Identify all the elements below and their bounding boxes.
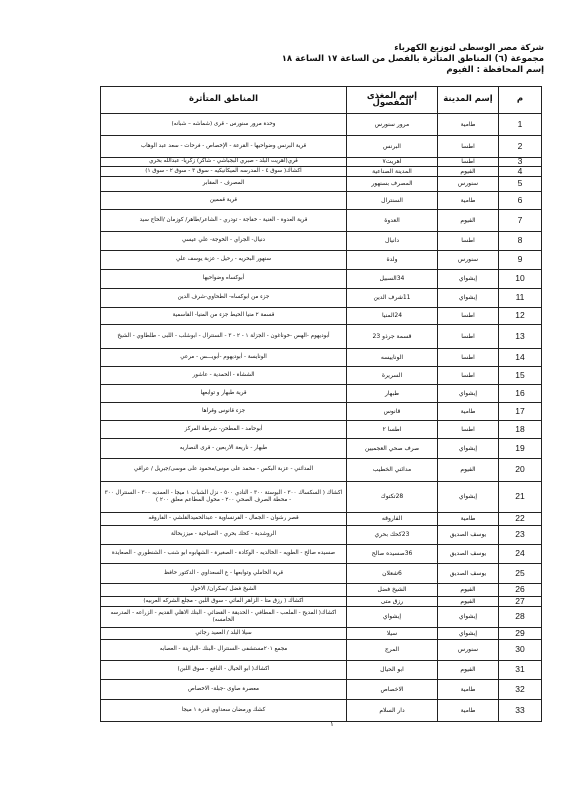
- cell-city: الفيوم: [438, 459, 499, 482]
- table-row: [101, 403, 542, 421]
- cell-areas: قرية طبهار و توابعها: [101, 385, 347, 403]
- cell-city: إبشواي: [438, 628, 499, 640]
- cell-areas: قرية العدوة - الغنية - خفاجة - تودري - الشاعر/طاهر/ كوزمان /الحاج سيد: [101, 210, 347, 232]
- cell-num: 16: [499, 385, 542, 403]
- cell-num: 18: [499, 421, 542, 439]
- cell-feeder: دانيال: [347, 232, 438, 251]
- cell-num: 4: [499, 167, 542, 177]
- table-row: [101, 597, 542, 607]
- cell-num: 30: [499, 640, 542, 661]
- cell-feeder: اطسا ٢: [347, 421, 438, 439]
- table-row: [101, 270, 542, 289]
- cell-city: الفيوم: [438, 167, 499, 177]
- cell-areas: المدائني - عزبة البكس - محمد على موس/محمود على موسى/جبريل / عراقي: [101, 459, 347, 482]
- cell-num: 20: [499, 459, 542, 482]
- cell-num: 14: [499, 349, 542, 367]
- table-row: [101, 439, 542, 459]
- affected-areas-table: [100, 86, 542, 722]
- cell-feeder: طبهار: [347, 385, 438, 403]
- cell-num: 9: [499, 251, 542, 270]
- cell-num: 5: [499, 177, 542, 192]
- cell-areas: قصر رشوان - الجمال - الفرنساوية - عبدالحميدالقلشي - الفاروقه: [101, 513, 347, 526]
- cell-num: 24: [499, 545, 542, 564]
- table-row: [101, 482, 542, 513]
- cell-city: إبشواي: [438, 270, 499, 289]
- cell-feeder: الاخصاص: [347, 680, 438, 700]
- cell-feeder: 24المنيا: [347, 308, 438, 325]
- cell-areas: المصرف - المقابر: [101, 177, 347, 192]
- cell-num: 15: [499, 367, 542, 385]
- cell-city: الفيوم: [438, 584, 499, 597]
- cell-areas: دنيال- الجراي - الخوجة- علي عيسي: [101, 232, 347, 251]
- cell-feeder: 23كحك بحري: [347, 526, 438, 545]
- cell-feeder: مرور سنورس: [347, 114, 438, 136]
- cell-city: اطسا: [438, 232, 499, 251]
- cell-city: اطسا: [438, 325, 499, 349]
- cell-city: اطسا: [438, 421, 499, 439]
- company-name: شركة مصر الوسطى لتوزيع الكهرباء: [394, 43, 544, 53]
- cell-city: الفيوم: [438, 210, 499, 232]
- cell-areas: قرية البرنس وضواحيها - القرعة - الإخصاص - فرحات - سعد عبد الوهاب: [101, 136, 347, 158]
- cell-num: 25: [499, 564, 542, 584]
- table-row: [101, 325, 542, 349]
- cell-city: سنورس: [438, 177, 499, 192]
- cell-areas: طبهار - ناريعة الاربعين - قرى النصاريه: [101, 439, 347, 459]
- cell-num: 19: [499, 439, 542, 459]
- cell-areas: معصرة صاوى -جبلة- الاخصاص: [101, 680, 347, 700]
- cell-areas: قرية قممين: [101, 192, 347, 210]
- table-row: [101, 167, 542, 177]
- cell-num: 7: [499, 210, 542, 232]
- cell-num: 13: [499, 325, 542, 349]
- cell-feeder: قسمة جرذو 23: [347, 325, 438, 349]
- cell-feeder: 36صسيده صالح: [347, 545, 438, 564]
- cell-feeder: العدوة: [347, 210, 438, 232]
- cell-city: اطسا: [438, 349, 499, 367]
- cell-num: 22: [499, 513, 542, 526]
- cell-areas: قرية الحاملي وتوابعها - ع السعداوي - الدكتور حافظ: [101, 564, 347, 584]
- cell-city: الفيوم: [438, 597, 499, 607]
- cell-areas: الونايسة - أبوديهوم -أبويـــس - مرعي: [101, 349, 347, 367]
- cell-num: 8: [499, 232, 542, 251]
- table-row: [101, 192, 542, 210]
- cell-city: طامية: [438, 192, 499, 210]
- cell-feeder: قانوس: [347, 403, 438, 421]
- cell-city: اطسا: [438, 367, 499, 385]
- cell-feeder: مدائني الخطيب: [347, 459, 438, 482]
- cell-feeder: دار السلام: [347, 700, 438, 722]
- cell-areas: سيلا البلد / العميد رجائي: [101, 628, 347, 640]
- cell-areas: أبوديهوم -الهس -خوناغون - الجزلة ١ - ٢ - ٣ - السنترال - ابوشلب - اللبى - طلطاوي - الشيخ: [101, 325, 347, 349]
- cell-feeder: 6شعلان: [347, 564, 438, 584]
- cell-feeder: الوناييسه: [347, 349, 438, 367]
- header-num: م: [499, 87, 542, 114]
- table-row: [101, 114, 542, 136]
- cell-areas: اكشاك( المديح - الملعب - المطافي - الحديقة - القضائي - البنك الاهلي القديم - الزراعه - المدرسه الخامسه): [101, 607, 347, 628]
- table-row: [101, 308, 542, 325]
- table-row: [101, 177, 542, 192]
- table-row: [101, 232, 542, 251]
- cell-areas: جزء من ابوكساه- الطحاوي-شرف الدين: [101, 289, 347, 308]
- cell-areas: وحدة مرور سنورس - قرى (شماشه – شبانه): [101, 114, 347, 136]
- cell-feeder: المصرف بسنهور: [347, 177, 438, 192]
- cell-feeder: سيلا: [347, 628, 438, 640]
- table-row: [101, 385, 542, 403]
- cell-feeder: رزق متى: [347, 597, 438, 607]
- cell-num: 2: [499, 136, 542, 158]
- header-areas: المناطق المتأثرة: [101, 87, 347, 114]
- cell-areas: جزء قانوس وقراها: [101, 403, 347, 421]
- cell-num: 6: [499, 192, 542, 210]
- table-row: [101, 526, 542, 545]
- cell-city: سنورس: [438, 640, 499, 661]
- cell-feeder: الشيخ فضل: [347, 584, 438, 597]
- table-body: [101, 114, 542, 722]
- table-row: [101, 661, 542, 680]
- cell-areas: اكشاك( سوق ٤ - المدرسه الميكانيكيه - سوق ٣ - سوق ٢ - سوق ١): [101, 167, 347, 177]
- cell-feeder: البرنس: [347, 136, 438, 158]
- cell-feeder: اهريت٧: [347, 158, 438, 167]
- cell-num: 33: [499, 700, 542, 722]
- header-feeder: إسم المغذى المفصول: [347, 87, 438, 114]
- cell-areas: أبوحامد - المطحن- شرطة المركز: [101, 421, 347, 439]
- cell-feeder: إبشواي: [347, 607, 438, 628]
- cell-areas: قري(اهريت البلد - صبري البجباشي - شاكر) زكريا- عبدالله بحري: [101, 158, 347, 167]
- table-row: [101, 680, 542, 700]
- table-row: [101, 584, 542, 597]
- cell-areas: الروشدية - كحك بحري - الصياحية - ميززبحالة: [101, 526, 347, 545]
- cell-areas: مجمع ٢٠١مستشفى -السنترال -البنك -البلزينة - العصابه: [101, 640, 347, 661]
- cell-city: طامية: [438, 114, 499, 136]
- table-row: [101, 459, 542, 482]
- cell-city: طامية: [438, 680, 499, 700]
- cell-num: 28: [499, 607, 542, 628]
- cell-num: 29: [499, 628, 542, 640]
- cell-feeder: السريرة: [347, 367, 438, 385]
- cell-areas: صسيده صالح - الطويه - الخالديه - الوكادة - الصغيرة - الشهابوه ابو شنب - الشنطوري - الصعايدة: [101, 545, 347, 564]
- table-row: [101, 158, 542, 167]
- page-number: ١: [330, 720, 334, 728]
- cell-num: 21: [499, 482, 542, 513]
- group-title: مجموعة (٦) المناطق المتأثرة بالفصل من الساعة ١٧ الساعة ١٨: [281, 54, 544, 64]
- cell-city: يوسف الصديق: [438, 545, 499, 564]
- cell-num: 17: [499, 403, 542, 421]
- cell-areas: اكشاك ( رزق متا - الزاهر المائي - سوق اللبن - مجلع الشركه العربيه): [101, 597, 347, 607]
- cell-num: 12: [499, 308, 542, 325]
- cell-city: إبشواي: [438, 289, 499, 308]
- cell-feeder: 28تكتوك: [347, 482, 438, 513]
- cell-city: إبشواي: [438, 607, 499, 628]
- cell-feeder: 11شرف الدين: [347, 289, 438, 308]
- cell-feeder: المدينة الصناعية: [347, 167, 438, 177]
- cell-areas: قسمة ٢ منيا الحيط جزء من المنيا- القاسمية: [101, 308, 347, 325]
- cell-num: 23: [499, 526, 542, 545]
- cell-feeder: السنترال: [347, 192, 438, 210]
- table-row: [101, 700, 542, 722]
- cell-areas: اكشاك ( السكساك ٣٠٠ - البوستة ٣٠٠ - النادي ٥٠٠ - نزل الشباب ١ ميجا - العمديه ٣٠٠ - السنترال ٣٠٠ - محطة الصرف الصحي ٢٠٠ - محول المطاعم معلق ٢٠٠ ): [101, 482, 347, 513]
- cell-city: إبشواي: [438, 385, 499, 403]
- cell-city: طامية: [438, 403, 499, 421]
- header-city: إسم المدينة: [438, 87, 499, 114]
- cell-areas: الششاة - الحمدية - عاشور: [101, 367, 347, 385]
- cell-city: يوسف الصديق: [438, 564, 499, 584]
- cell-feeder: ابو الحيال: [347, 661, 438, 680]
- cell-areas: الشيخ فضل /سكران/ الاحول: [101, 584, 347, 597]
- cell-feeder: 34السبيل: [347, 270, 438, 289]
- cell-feeder: الفاروقه: [347, 513, 438, 526]
- cell-num: 26: [499, 584, 542, 597]
- cell-num: 31: [499, 661, 542, 680]
- table-row: [101, 367, 542, 385]
- cell-num: 10: [499, 270, 542, 289]
- table-row: [101, 564, 542, 584]
- cell-city: طامية: [438, 700, 499, 722]
- cell-city: اطسا: [438, 308, 499, 325]
- table-row: [101, 513, 542, 526]
- table-row: [101, 210, 542, 232]
- governorate-name: إسم المحافظة : الفيوم: [446, 65, 544, 75]
- table-row: [101, 607, 542, 628]
- cell-city: اطسا: [438, 136, 499, 158]
- cell-city: اطسا: [438, 158, 499, 167]
- cell-city: يوسف الصديق: [438, 526, 499, 545]
- table-row: [101, 628, 542, 640]
- cell-num: 3: [499, 158, 542, 167]
- cell-areas: اكشاك( ابو الحيال - النافع - سوق اللبن): [101, 661, 347, 680]
- table-row: [101, 545, 542, 564]
- cell-num: 1: [499, 114, 542, 136]
- table-header-row: [101, 87, 542, 114]
- cell-areas: أبوكساه وضواحيها: [101, 270, 347, 289]
- table-row: [101, 136, 542, 158]
- cell-feeder: ولدة: [347, 251, 438, 270]
- cell-areas: كشك ورمضان سعداوي قدرة ١ ميجا: [101, 700, 347, 722]
- cell-num: 11: [499, 289, 542, 308]
- cell-city: سنورس: [438, 251, 499, 270]
- cell-city: إبشواي: [438, 439, 499, 459]
- cell-city: طامية: [438, 513, 499, 526]
- table-row: [101, 349, 542, 367]
- table-row: [101, 640, 542, 661]
- cell-areas: سنهور البحريه - رحيل - عزبة يوسف علي: [101, 251, 347, 270]
- cell-city: إبشواي: [438, 482, 499, 513]
- table-row: [101, 421, 542, 439]
- cell-feeder: المرج: [347, 640, 438, 661]
- cell-feeder: صرف صحي العجميين: [347, 439, 438, 459]
- table-row: [101, 289, 542, 308]
- cell-num: 32: [499, 680, 542, 700]
- table-row: [101, 251, 542, 270]
- cell-num: 27: [499, 597, 542, 607]
- cell-city: الفيوم: [438, 661, 499, 680]
